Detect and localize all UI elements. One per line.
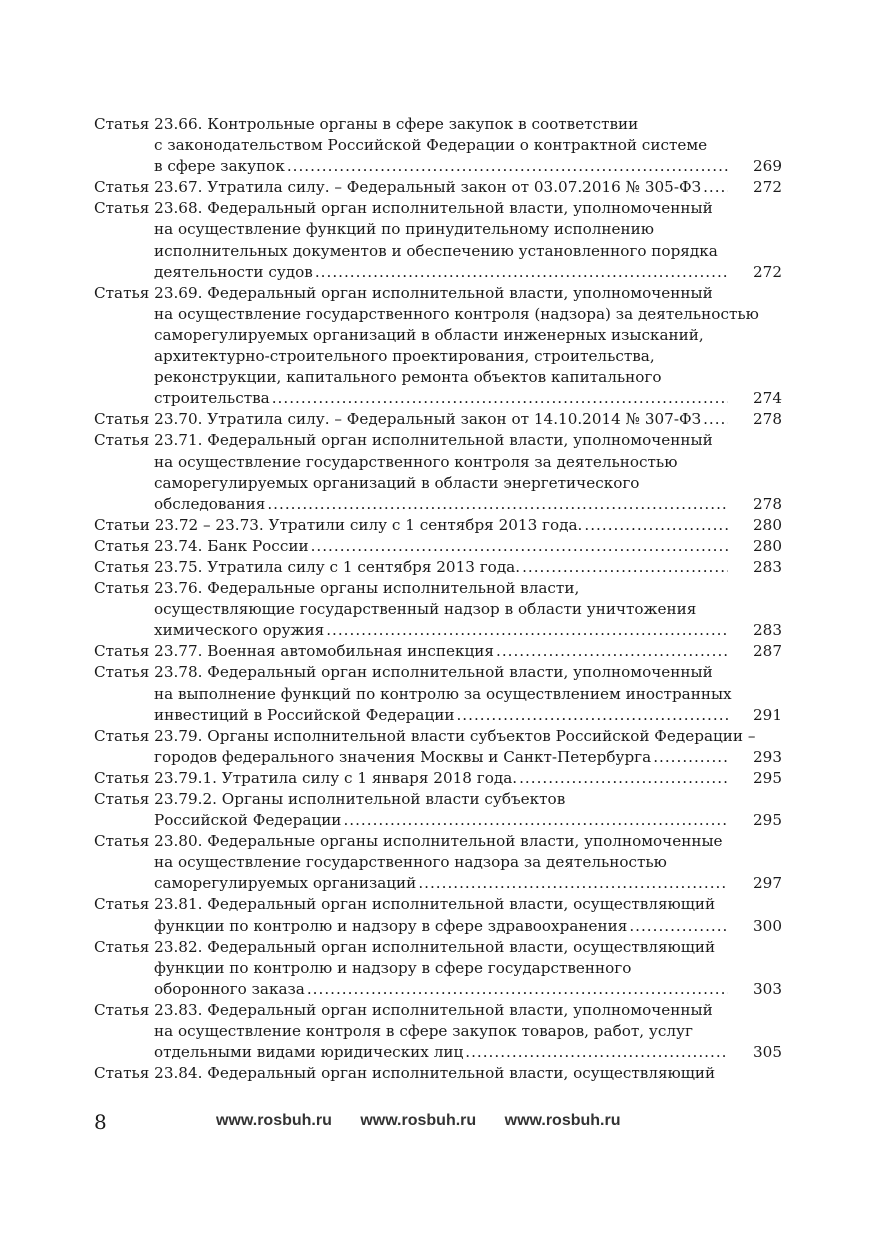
toc-page-number: 300 [753, 916, 782, 935]
toc-page-number: 280 [753, 536, 782, 555]
toc-entry-text: Статья 23.68. Федеральный орган исполнительной власти, уполномоченный [94, 199, 713, 218]
toc-entry-text: в сфере закупок [154, 157, 285, 176]
dot-leader [287, 156, 728, 177]
toc-entry-text: функции по контролю и надзору в сфере здравоохранения [154, 916, 628, 935]
toc-page-number: 305 [753, 1043, 782, 1062]
toc-entry[interactable] [94, 641, 782, 662]
toc-entry[interactable] [94, 283, 782, 410]
toc-entry-text: саморегулируемых организаций [154, 874, 417, 893]
toc-entry-text: Статья 23.77. Военная автомобильная инспекция [94, 642, 494, 661]
toc-entry-text: отдельными видами юридических лиц [154, 1043, 464, 1062]
toc-page-number: 295 [753, 768, 782, 787]
toc-page-number: 287 [753, 642, 782, 661]
website-link[interactable]: www.rosbuh.ru [504, 1112, 621, 1129]
toc-entry-text: Статья 23.67. Утратила силу. – Федеральный закон от 03.07.2016 № 305-ФЗ [94, 178, 702, 197]
toc-page-number: 278 [753, 410, 782, 429]
website-link[interactable]: www.rosbuh.ru [216, 1112, 332, 1129]
toc-entry-last-line [94, 620, 782, 641]
toc-entry-text: Статья 23.78. Федеральный орган исполнительной власти, уполномоченный [94, 663, 713, 682]
toc-entry-last-line [94, 557, 782, 578]
toc-entry-last-line [94, 705, 782, 726]
dot-leader [267, 494, 728, 515]
toc-entry-last-line [94, 156, 782, 177]
toc-entry-text: Статья 23.74. Банк России [94, 536, 309, 555]
toc-entry-text: на осуществление государственного контроля (надзора) за деятельностью [154, 304, 759, 323]
toc-entry-text: реконструкции, капитального ремонта объектов капитального [154, 368, 662, 387]
toc-entry-text: Статья 23.81. Федеральный орган исполнительной власти, осуществляющий [94, 895, 716, 914]
toc-entry[interactable] [94, 557, 782, 578]
table-of-contents [94, 114, 782, 1084]
toc-entry-last-line [94, 494, 782, 515]
toc-entry-text: исполнительных документов и обеспечению установленного порядка [154, 241, 718, 260]
page-number: 8 [94, 1110, 107, 1134]
toc-page-number: 283 [753, 557, 782, 576]
toc-entry[interactable] [94, 578, 782, 641]
toc-entry-text: Статья 23.83. Федеральный орган исполнительной власти, уполномоченный [94, 1000, 713, 1019]
dot-leader [307, 979, 728, 1000]
toc-page-number: 272 [753, 262, 782, 281]
toc-entry-last-line [94, 810, 782, 831]
toc-entry-last-line [94, 979, 782, 1000]
dot-leader [703, 177, 728, 198]
toc-entry[interactable] [94, 662, 782, 725]
toc-entry[interactable] [94, 1000, 782, 1063]
toc-entry-text: Статья 23.79.2. Органы исполнительной власти субъектов [94, 790, 566, 808]
toc-page-number: 278 [753, 494, 782, 513]
toc-entry-text: Статья 23.84. Федеральный орган исполнительной власти, осуществляющий [94, 1064, 716, 1083]
dot-leader [496, 641, 728, 662]
dot-leader [629, 916, 728, 937]
toc-entry-text: на осуществление государственного контроля за деятельностью [154, 452, 678, 471]
toc-page-number: 303 [753, 979, 782, 998]
toc-entry-text: обследования [154, 494, 266, 513]
toc-page-number: 295 [753, 811, 782, 830]
toc-entry[interactable] [94, 177, 782, 198]
toc-entry-text: Статья 23.79. Органы исполнительной власти субъектов Российской Федерации – [94, 726, 756, 745]
toc-entry-text: на выполнение функций по контролю за осуществлением иностранных [154, 684, 732, 703]
toc-entry[interactable] [94, 768, 782, 789]
toc-entry-last-line [94, 641, 782, 662]
footer-websites [216, 1112, 644, 1130]
toc-entry[interactable] [94, 831, 782, 894]
toc-entry[interactable] [94, 430, 782, 514]
toc-entry-text: Статья 23.80. Федеральные органы исполнительной власти, уполномоченные [94, 832, 723, 851]
toc-entry-text: Статья 23.75. Утратила силу с 1 сентября 2013 года. [94, 557, 521, 576]
dot-leader [522, 557, 728, 578]
toc-entry-last-line [94, 262, 782, 283]
toc-entry[interactable] [94, 726, 782, 768]
toc-entry-text: функции по контролю и надзору в сфере государственного [154, 958, 632, 977]
toc-page-number: 283 [753, 621, 782, 640]
toc-page-number: 272 [753, 178, 782, 197]
dot-leader [456, 705, 728, 726]
toc-entry-last-line [94, 409, 782, 430]
toc-entry-text: на осуществление функций по принудительному исполнению [154, 220, 654, 239]
website-link[interactable]: www.rosbuh.ru [360, 1112, 477, 1129]
toc-entry-last-line [94, 747, 782, 768]
toc-entry-text: Российской Федерации [154, 811, 342, 830]
toc-entry[interactable] [94, 409, 782, 430]
dot-leader [584, 515, 728, 536]
toc-entry-last-line [94, 177, 782, 198]
page-footer [94, 1110, 782, 1138]
toc-entry[interactable] [94, 1063, 782, 1084]
dot-leader [465, 1042, 728, 1063]
toc-entry-last-line [94, 916, 782, 937]
dot-leader [272, 388, 728, 409]
toc-entry-text: Статья 23.70. Утратила силу. – Федеральный закон от 14.10.2014 № 307-ФЗ [94, 410, 702, 429]
toc-entry-text: деятельности судов [154, 262, 313, 281]
toc-entry[interactable] [94, 536, 782, 557]
toc-entry-last-line [94, 768, 782, 789]
toc-entry-text: саморегулируемых организаций в области энергетического [154, 473, 640, 492]
toc-entry-text: Статья 23.76. Федеральные органы исполнительной власти, [94, 579, 580, 598]
dot-leader [311, 536, 728, 557]
dot-leader [519, 768, 728, 789]
toc-entry-text: Статьи 23.72 – 23.73. Утратили силу с 1 сентября 2013 года. [94, 515, 583, 534]
dot-leader [653, 747, 728, 768]
toc-entry-last-line [94, 1042, 782, 1063]
toc-entry-last-line [94, 873, 782, 894]
toc-page-number: 274 [753, 389, 782, 408]
toc-entry-text: с законодательством Российской Федерации о контрактной системе [154, 136, 708, 155]
toc-entry-text: строительства [154, 389, 270, 408]
toc-page-number: 297 [753, 874, 782, 893]
toc-entry[interactable] [94, 114, 782, 177]
toc-entry-text: архитектурно-строительного проектирования, строительства, [154, 347, 655, 366]
toc-entry[interactable] [94, 894, 782, 936]
toc-entry[interactable] [94, 789, 782, 831]
toc-entry-text: городов федерального значения Москвы и Санкт-Петербурга [154, 747, 652, 766]
toc-entry-text: Статья 23.79.1. Утратила силу с 1 января 2018 года. [94, 768, 518, 787]
dot-leader [326, 620, 728, 641]
toc-page-number: 269 [753, 157, 782, 176]
toc-entry[interactable] [94, 937, 782, 1000]
toc-entry-text: Статья 23.69. Федеральный орган исполнительной власти, уполномоченный [94, 283, 713, 302]
dot-leader [315, 262, 728, 283]
toc-entry-text: оборонного заказа [154, 979, 305, 998]
dot-leader [343, 810, 728, 831]
toc-entry-text: химического оружия [154, 621, 325, 640]
toc-entry-text: Статья 23.66. Контрольные органы в сфере закупок в соответствии [94, 115, 639, 133]
toc-entry[interactable] [94, 515, 782, 536]
dot-leader [418, 873, 728, 894]
toc-page-number: 291 [753, 705, 782, 724]
toc-entry-text: на осуществление государственного надзора за деятельностью [154, 853, 667, 872]
toc-entry-text: саморегулируемых организаций в области инженерных изысканий, [154, 325, 704, 344]
toc-entry-last-line [94, 515, 782, 536]
dot-leader [703, 409, 728, 430]
toc-page-number: 280 [753, 515, 782, 534]
toc-entry[interactable] [94, 198, 782, 282]
toc-entry-last-line [94, 536, 782, 557]
toc-entry-text: осуществляющие государственный надзор в области уничтожения [154, 600, 697, 619]
toc-page-number: 293 [753, 747, 782, 766]
toc-entry-text: инвестиций в Российской Федерации [154, 705, 455, 724]
toc-entry-last-line [94, 388, 782, 409]
toc-entry-text: Статья 23.71. Федеральный орган исполнительной власти, уполномоченный [94, 431, 713, 450]
toc-entry-text: Статья 23.82. Федеральный орган исполнительной власти, осуществляющий [94, 937, 716, 956]
toc-entry-text: на осуществление контроля в сфере закупок товаров, работ, услуг [154, 1022, 693, 1041]
